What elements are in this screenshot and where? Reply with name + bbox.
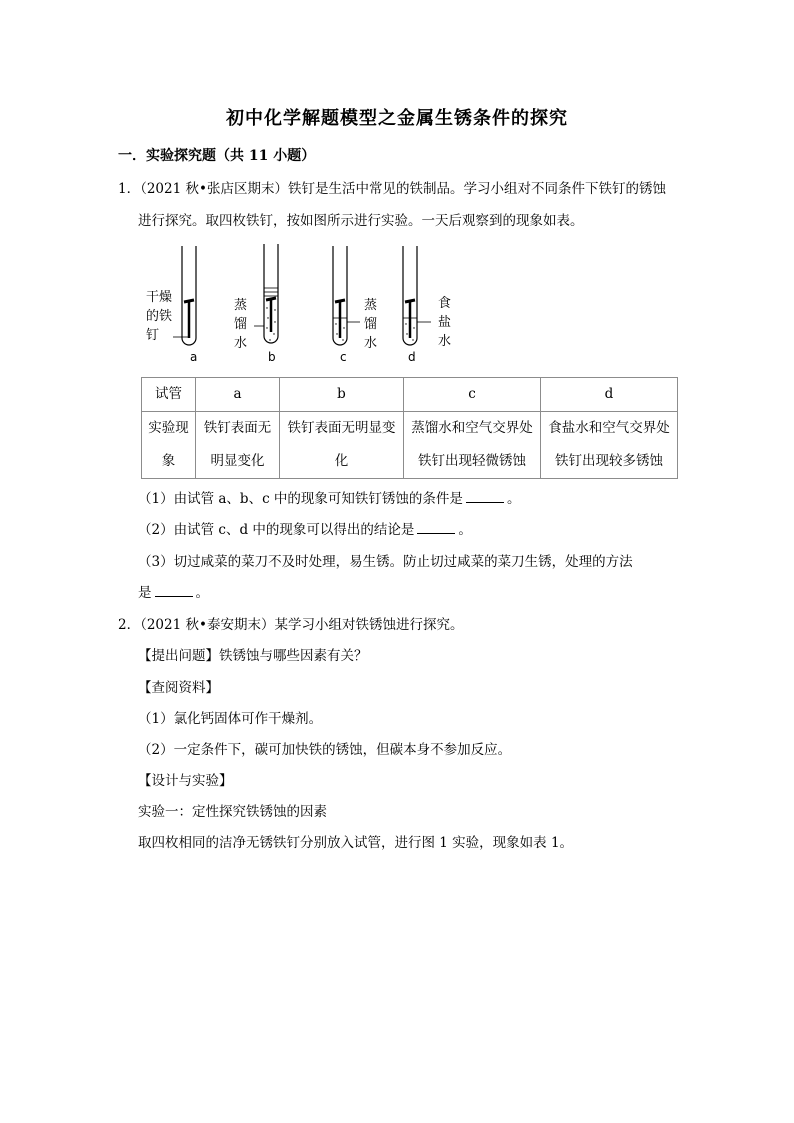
table-row — [142, 378, 678, 412]
test-tube-drawing — [140, 238, 470, 368]
tube-b — [254, 244, 278, 343]
observation-table — [141, 377, 678, 479]
tube-letter-b: b — [268, 350, 276, 364]
q2-exp1-desc: 取四枚相同的洁净无锈铁钉分别放入试管，进行图 1 实验，现象如表 1。 — [138, 835, 574, 851]
table-cell: d — [541, 378, 678, 412]
table-cell: 食盐水和空气交界处 铁钉出现较多锈蚀 — [541, 412, 678, 479]
answer-blank[interactable] — [417, 521, 455, 534]
page-title: 初中化学解题模型之金属生锈条件的探究 — [226, 108, 568, 129]
q2-line1: 2．（2021 秋•泰安期末）某学习小组对铁锈蚀进行探究。 — [118, 617, 464, 633]
q1-line2: 进行探究。取四枚铁钉，按如图所示进行实验。一天后观察到的现象如表。 — [138, 213, 584, 229]
q1-sub3-line2: 是 。 — [138, 585, 209, 601]
q2-ref1: （1）氯化钙固体可作干燥剂。 — [138, 711, 323, 727]
label-a: 干燥 的铁 钉 — [146, 290, 173, 343]
table-cell: 试管 — [142, 378, 196, 412]
q1-sub2: （2）由试管 c、d 中的现象可以得出的结论是 。 — [138, 522, 472, 538]
answer-blank[interactable] — [155, 584, 193, 597]
q2-ref-heading: 【查阅资料】 — [138, 680, 219, 696]
q1-sub3-line1: （3）切过咸菜的菜刀不及时处理，易生锈。防止切过咸菜的菜刀生锈，处理的方法 — [138, 554, 633, 570]
q2-question: 【提出问题】铁锈蚀与哪些因素有关？ — [138, 648, 368, 664]
tube-d — [403, 246, 431, 345]
q1-sub1: （1）由试管 a、b、c 中的现象可知铁钉锈蚀的条件是 。 — [138, 491, 521, 507]
q2-design-heading: 【设计与实验】 — [138, 773, 233, 789]
label-d: 食 盐 水 — [438, 296, 452, 349]
table-row — [142, 412, 678, 479]
tube-letter-d: d — [408, 350, 416, 364]
tube-letter-c: c — [340, 350, 347, 364]
section-heading: 一．实验探究题（共 11 小题） — [118, 148, 316, 164]
tube-c — [333, 246, 360, 345]
tube-a — [173, 246, 196, 345]
q2-exp1: 实验一：定性探究铁锈蚀的因素 — [138, 804, 327, 820]
test-tube-figure — [140, 238, 470, 368]
answer-blank[interactable] — [466, 490, 504, 503]
tube-letter-a: a — [190, 350, 198, 364]
table-cell: 蒸馏水和空气交界处 铁钉出现轻微锈蚀 — [404, 412, 541, 479]
label-b: 蒸 馏 水 — [234, 298, 248, 351]
table-cell: 实验现 象 — [142, 412, 196, 479]
table-cell: a — [196, 378, 280, 412]
table-cell: c — [404, 378, 541, 412]
table-cell: b — [280, 378, 404, 412]
q1-line1: 1．（2021 秋•张店区期末）铁钉是生活中常见的铁制品。学习小组对不同条件下铁钉的锈蚀 — [118, 181, 666, 197]
q2-ref2: （2）一定条件下，碳可加快铁的锈蚀，但碳本身不参加反应。 — [138, 742, 512, 758]
table-cell: 铁钉表面无明显变 化 — [280, 412, 404, 479]
label-c: 蒸 馏 水 — [364, 298, 378, 351]
table-cell: 铁钉表面无 明显变化 — [196, 412, 280, 479]
